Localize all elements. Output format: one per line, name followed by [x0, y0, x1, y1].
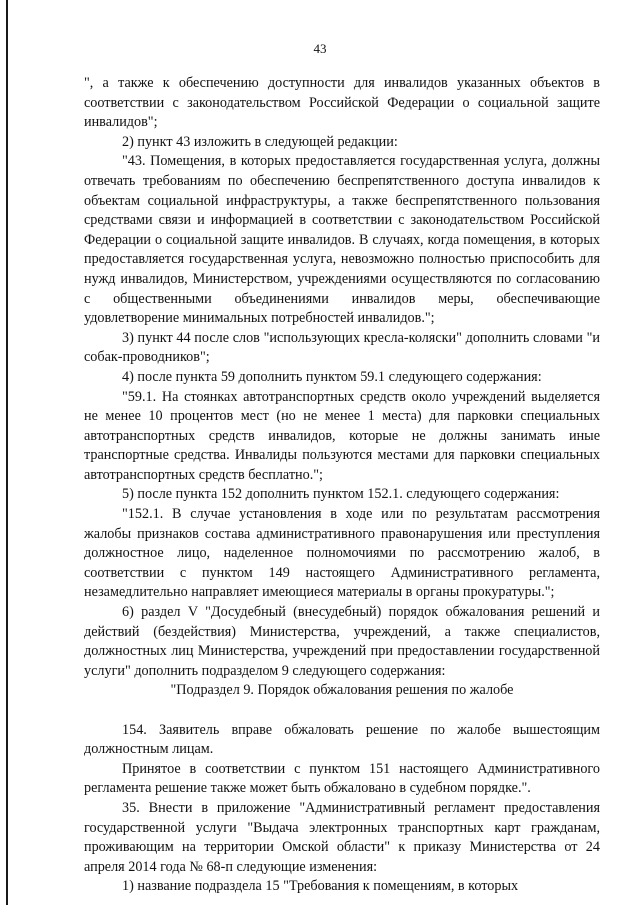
paragraph-subsection-15-title: 1) название подраздела 15 "Требования к помещениям, в которых: [122, 878, 519, 895]
paragraph-item-6: 6) раздел V "Досудебный (внесудебный) порядок обжалования решений и действий (бездействия) Министерства, учреждений, а также специалистов, должностных лиц Министерства, учреждений при предоставлении государственной услуги" дополнить подразделом 9 следующего содержания:: [84, 604, 600, 679]
paragraph-item-2: 2) пункт 43 изложить в следующей редакции:: [122, 133, 398, 150]
paragraph-item-4: 4) после пункта 59 дополнить пунктом 59.1 следующего содержания:: [122, 368, 542, 385]
paragraph-item-35: 35. Внести в приложение "Административный регламент предоставления государственной услуги "Выдача электронных транспортных карт гражданам, проживающим на территории Омской области" к приказу Министерства от 24 апреля 2014 года № 68-п следующие изменения:: [84, 799, 600, 875]
page-number: 43: [313, 41, 327, 56]
paragraph-item-5: 5) после пункта 152 дополнить пунктом 152.1. следующего содержания:: [122, 486, 560, 503]
paragraph-appeal-in-court: Принятое в соответствии с пунктом 151 настоящего Административного регламента решение также может быть обжаловано в судебном порядке.".: [84, 760, 600, 797]
paragraph-point-154: 154. Заявитель вправе обжаловать решение по жалобе вышестоящим должностным лицам.: [84, 721, 600, 758]
page-left-border: [6, 0, 8, 905]
paragraph-point-59-1: "59.1. На стоянках автотранспортных средств около учреждений выделяется не менее 10 процентов мест (но не менее 1 места) для парковки специальных автотранспортных средств инвалидов, которые не должны занимать иные транспортные средства. Инвалиды пользуются местами для парковки специальных автотранспортных средств бесплатно.";: [84, 388, 600, 483]
paragraph-continuation: ", а также к обеспечению доступности для инвалидов указанных объектов в соответствии с законодательством Российской Федерации о социальной защите инвалидов";: [84, 75, 600, 131]
paragraph-item-3: 3) пункт 44 после слов "использующих кресла-коляски" дополнить словами "и собак-проводников";: [84, 329, 600, 366]
subsection-heading: "Подраздел 9. Порядок обжалования решения по жалобе: [170, 682, 514, 699]
document-body: [84, 74, 600, 897]
blank-line: [84, 701, 600, 721]
paragraph-point-43: "43. Помещения, в которых предоставляется государственная услуга, должны отвечать требованиям по обеспечению беспрепятственного доступа инвалидов к объектам социальной инфраструктуры, а также беспрепятственного пользования средствами связи и информацией в соответствии с законодательством Российской Федерации о социальной защите инвалидов. В случаях, когда помещения, в которых предоставляется государственная услуга, невозможно полностью приспособить для нужд инвалидов, Министерством, учреждениями осуществляются по согласованию с общественными объединениями инвалидов меры, обеспечивающие удовлетворение минимальных потребностей инвалидов.";: [84, 153, 600, 327]
paragraph-point-152-1: "152.1. В случае установления в ходе или по результатам рассмотрения жалобы признаков состава административного правонарушения или преступления должностное лицо, наделенное полномочиями по рассмотрению жалоб, в соответствии с пунктом 149 настоящего Административного регламента, незамедлительно направляет имеющиеся материалы в органы прокуратуры.";: [84, 506, 600, 601]
